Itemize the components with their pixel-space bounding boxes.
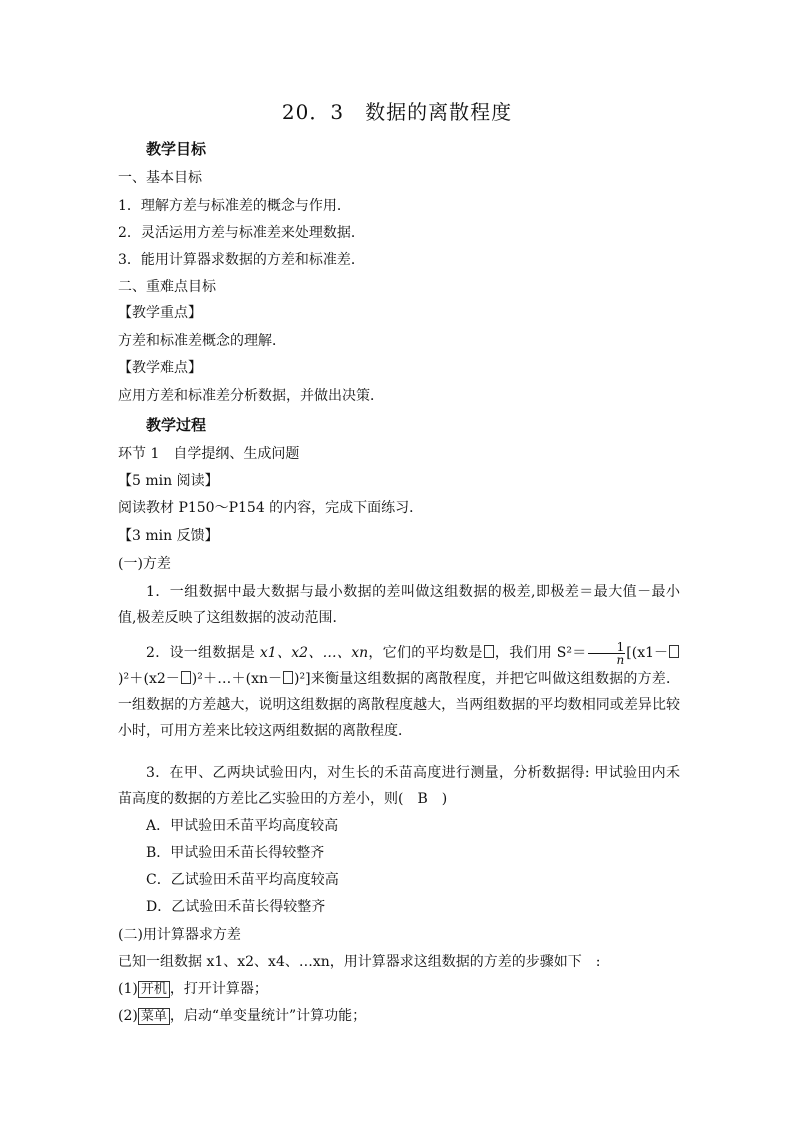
difficulty-text: 应用方差和标准差分析数据，并做出决策． — [118, 388, 384, 404]
option-d: D．乙试验田禾苗长得较整齐 — [146, 899, 326, 915]
q2-part: [(x1－ — [626, 645, 669, 661]
key-objectives-heading: 二、重难点目标 — [118, 279, 216, 295]
calc-intro: 已知一组数据 x1、x2、x4、…xn，用计算器求这组数据的方差的步骤如下 : — [118, 954, 601, 970]
objective-item: 2．灵活运用方差与标准差来处理数据． — [118, 225, 365, 241]
difficulty-label: 【教学难点】 — [118, 360, 202, 376]
q2-part: 2．设一组数据是 — [146, 645, 260, 661]
calc-step-2 — [118, 1006, 366, 1027]
objectives-heading: 教学目标 — [146, 140, 207, 158]
q2-list: 1、x2、…、xn — [267, 645, 369, 661]
question-2 — [118, 640, 680, 744]
calc-step-1 — [118, 979, 268, 1000]
focus-label: 【教学重点】 — [118, 305, 202, 321]
mean-symbol — [181, 671, 191, 684]
step-heading: 环节 1 自学提纲、生成问题 — [118, 446, 300, 462]
feedback-label: 【3 min 反馈】 — [118, 528, 219, 544]
calc-heading: (二)用计算器求方差 — [118, 927, 241, 943]
q2-part: ，它们的平均数是 — [368, 645, 483, 661]
q2-part: )²]来衡量这组数据的离散程度，并把它叫做这组数据的方差．一组数据的方差越大，说明这组数据的离散程度越大，当两组数据的平均数相同或差异比较小时，可用方差来比较这两组数据的离散程度． — [118, 671, 680, 739]
mean-symbol — [669, 645, 679, 658]
variance-heading: (一)方差 — [118, 556, 171, 572]
basic-objectives-heading: 一、基本目标 — [118, 170, 202, 186]
read-label: 【5 min 阅读】 — [118, 473, 219, 489]
option-c: C．乙试验田禾苗平均高度较高 — [146, 872, 339, 888]
mean-symbol — [484, 645, 494, 658]
q2-part: )²＋(x2－ — [118, 671, 180, 687]
option-a: A．甲试验田禾苗平均高度较高 — [146, 818, 339, 834]
step-text: ，打开计算器； — [169, 981, 268, 997]
fraction-denominator: n — [616, 652, 625, 667]
read-text: 阅读教材 P150～P154 的内容，完成下面练习． — [118, 500, 424, 516]
question-3: 3．在甲、乙两块试验田内，对生长的禾苗高度进行测量，分析数据得: 甲试验田内禾苗高度的数据的方差比乙实验田的方差小，则( B ) — [118, 765, 680, 807]
objective-item: 1．理解方差与标准差的概念与作用． — [118, 198, 351, 214]
mean-symbol — [283, 671, 293, 684]
page-title: 20．3 数据的离散程度 — [281, 100, 513, 124]
step-number: (2) — [118, 1008, 138, 1024]
option-b: B．甲试验田禾苗长得较整齐 — [146, 845, 325, 861]
focus-text: 方差和标准差概念的理解． — [118, 333, 286, 349]
process-heading: 教学过程 — [146, 416, 207, 434]
question-1: 1．一组数据中最大数据与最小数据的差叫做这组数据的极差,即极差＝最大值－最小值,极差反映了这组数据的波动范围． — [118, 584, 680, 626]
fraction — [588, 641, 626, 666]
q2-var: x — [259, 645, 268, 661]
fraction-numerator: 1 — [588, 641, 626, 654]
step-number: (1) — [118, 981, 138, 997]
objective-item: 3．能用计算器求数据的方差和标准差． — [118, 252, 365, 268]
menu-key-label: 菜单 — [138, 1008, 170, 1025]
q2-part: ，我们用 S²＝ — [494, 645, 587, 661]
q2-part: )²＋…＋(xn－ — [191, 671, 283, 687]
on-key-label: 开机 — [138, 981, 170, 998]
step-text: ，启动“单变量统计”计算功能； — [169, 1008, 367, 1024]
